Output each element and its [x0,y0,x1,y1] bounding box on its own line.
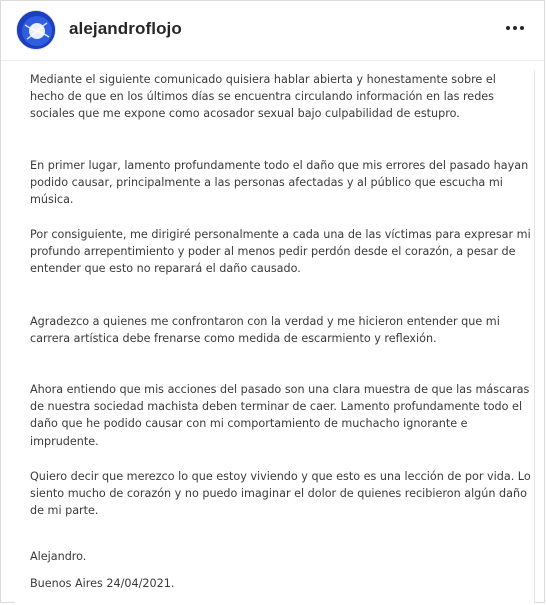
statement-paragraph-1: Mediante el siguiente comunicado quisiera hablar abierta y honestamente sobre el hecho de que en los últimos días se encuentra circulando información en las redes sociales que me expone como acosador sexual bajo culpabilidad de estupro. [30,73,496,121]
dot-icon [513,26,517,30]
statement-signature: Alejandro. [30,550,87,563]
more-options-icon[interactable] [502,15,528,41]
dot-icon [520,26,524,30]
statement-paragraph-2: En primer lugar, lamento profundamente todo el daño que mis errores del pasado hayan podido causar, principalmente a las personas afectadas y al público que escucha mi música. [30,159,529,207]
post-header [1,1,546,61]
statement-paragraph-5: Ahora entiendo que mis acciones del pasado son una clara muestra de que las máscaras de nuestra sociedad machista deben terminar de caer. Lamento profundamente todo el daño que he podido causar con mi comportamiento de muchacho ignorante e imprudente. [30,383,530,448]
post-image [15,61,535,604]
image-edge-divider [534,70,535,603]
statement-paragraph-3: Por consiguiente, me dirigiré personalmente a cada una de las víctimas para expresar mi profundo arrepentimiento y poder al menos pedir perdón desde el corazón, a pesar de entender que esto no reparará el daño causado. [30,228,531,276]
dot-icon [506,26,510,30]
statement-paragraph-4: Agradezco a quienes me confrontaron con la verdad y me hicieron entender que mi carrera artística debe frenarse como medida de escarmiento y reflexión. [30,315,500,346]
account-username[interactable]: alejandroflojo [69,19,182,38]
profile-avatar-icon[interactable] [16,10,56,50]
statement-paragraph-6: Quiero decir que merezco lo que estoy viviendo y que esto es una lección de por vida. Lo siento mucho de corazón y no puedo imaginar el dolor de quienes recibieron algún daño de mi parte. [30,470,531,518]
statement-place-date: Buenos Aires 24/04/2021. [30,577,175,590]
